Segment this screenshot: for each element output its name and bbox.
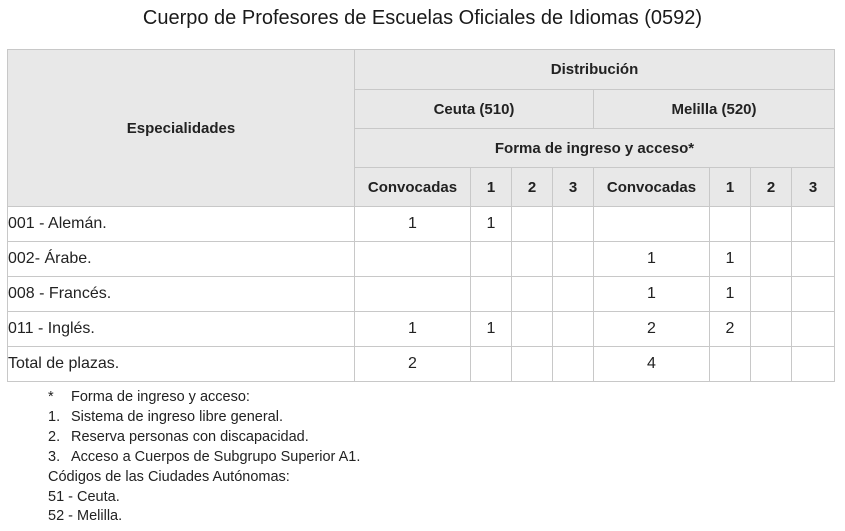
note-text: Forma de ingreso y acceso: [71,389,250,405]
note-marker: * [48,389,54,405]
table-cell [710,207,751,242]
table-cell: 1 [471,207,512,242]
note-line [48,388,360,408]
header-ceuta-convocadas: Convocadas [355,168,471,207]
header-ceuta-1: 1 [471,168,512,207]
note-marker: 2. [48,428,61,445]
header-melilla-1: 1 [710,168,751,207]
table-cell: 2 [355,347,471,382]
note-line [48,488,360,508]
row-label: 002- Árabe. [8,242,355,277]
note-line [48,507,360,527]
table-cell: 1 [710,277,751,312]
table-cell [594,207,710,242]
table-cell: 1 [355,207,471,242]
table-cell: 1 [594,277,710,312]
table-cell: 1 [471,312,512,347]
note-line [48,448,360,468]
row-label: 001 - Alemán. [8,207,355,242]
table-cell: 4 [594,347,710,382]
table-cell [512,277,553,312]
header-ceuta-3: 3 [553,168,594,207]
table-cell [553,207,594,242]
plazas-table [7,49,835,382]
row-label: 008 - Francés. [8,277,355,312]
note-line [48,468,360,488]
table-cell [471,347,512,382]
header-especialidades: Especialidades [8,50,355,207]
header-ceuta: Ceuta (510) [355,90,594,129]
note-text: 52 - Melilla. [48,508,123,525]
note-line [48,428,360,448]
header-melilla-3: 3 [792,168,835,207]
header-distribucion: Distribución [355,50,835,90]
table-cell [792,207,835,242]
total-row [8,347,835,382]
table-cell [751,347,792,382]
table-cell [553,242,594,277]
table-cell: 2 [594,312,710,347]
note-text: 51 - Ceuta. [48,488,120,505]
table-cell [710,347,751,382]
header-ceuta-2: 2 [512,168,553,207]
table-cell [553,347,594,382]
table-cell [471,242,512,277]
table-cell [751,312,792,347]
note-marker: 3. [48,448,61,465]
table-row [8,242,835,277]
table-cell [751,242,792,277]
row-label: 011 - Inglés. [8,312,355,347]
header-melilla-2: 2 [751,168,792,207]
table-cell [792,312,835,347]
note-marker: 1. [48,408,61,425]
page-title: Cuerpo de Profesores de Escuelas Oficiales de Idiomas (0592) [142,7,703,29]
table-cell [512,207,553,242]
table-cell [792,242,835,277]
note-text: Códigos de las Ciudades Autónomas: [48,468,290,485]
table-cell: 1 [710,242,751,277]
table-cell [553,312,594,347]
header-forma-ingreso: Forma de ingreso y acceso* [355,129,835,168]
table-cell [553,277,594,312]
table-cell [512,347,553,382]
header-melilla: Melilla (520) [594,90,835,129]
table-cell [792,347,835,382]
table-cell: 1 [594,242,710,277]
table-cell [792,277,835,312]
note-text: Sistema de ingreso libre general. [71,408,283,425]
note-line [48,408,360,428]
table-cell [355,242,471,277]
note-text: Acceso a Cuerpos de Subgrupo Superior A1. [71,448,361,465]
table-row [8,207,835,242]
header-melilla-convocadas: Convocadas [594,168,710,207]
note-text: Reserva personas con discapacidad. [71,428,309,445]
table-cell [355,277,471,312]
table-cell [471,277,512,312]
total-label: Total de plazas. [8,347,355,382]
table-cell [512,312,553,347]
table-row [8,277,835,312]
footnotes [48,388,360,527]
table-row [8,312,835,347]
table-cell [512,242,553,277]
table-cell [751,277,792,312]
table-cell [751,207,792,242]
table-cell: 1 [355,312,471,347]
table-cell: 2 [710,312,751,347]
